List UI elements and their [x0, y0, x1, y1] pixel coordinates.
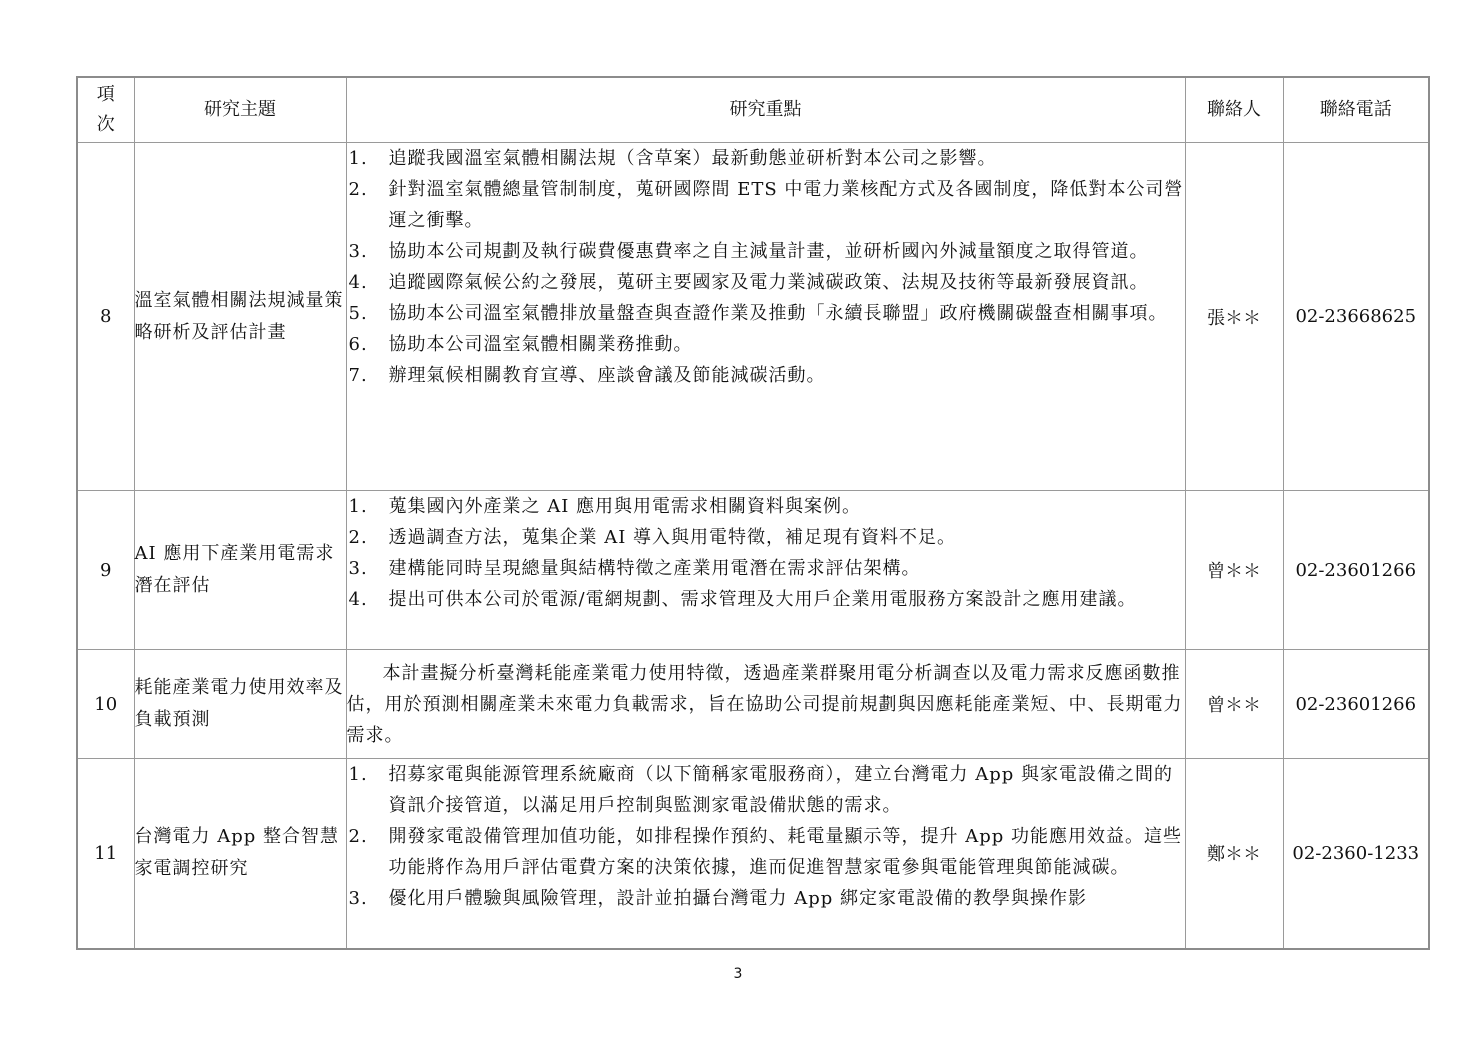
row-topic: 溫室氣體相關法規減量策略研析及評估計畫 [134, 143, 346, 491]
row-number: 11 [77, 759, 134, 949]
row-contact: 曾＊＊ [1185, 650, 1283, 759]
row-contact: 鄭＊＊ [1185, 759, 1283, 949]
list-item: 3. 建構能同時呈現總量與結構特徵之產業用電潛在需求評估架構。 [348, 558, 921, 579]
focus-paragraph: 本計畫擬分析臺灣耗能產業電力使用特徵，透過產業群聚用電分析調查以及電力需求反應函數推估，用於預測相關產業未來電力負載需求，旨在協助公司提前規劃與因應耗能產業短、中、長期電力需求。 [346, 662, 1183, 746]
list-item: 6. 協助本公司溫室氣體相關業務推動。 [348, 334, 693, 355]
list-item: 1. 追蹤我國溫室氣體相關法規（含草案）最新動態並研析對本公司之影響。 [348, 148, 997, 169]
row-focus [346, 143, 1185, 491]
header-item-no [77, 77, 134, 143]
row-topic: 台灣電力 App 整合智慧家電調控研究 [134, 759, 346, 949]
row-phone: 02-23601266 [1283, 491, 1429, 650]
row-contact: 張＊＊ [1185, 143, 1283, 491]
list-item: 3. 優化用戶體驗與風險管理，設計並拍攝台灣電力 App 綁定家電設備的教學與操作影 [348, 888, 1087, 909]
row-number: 9 [77, 491, 134, 650]
row-focus [346, 650, 1185, 759]
header-contact: 聯絡人 [1185, 77, 1283, 143]
header-phone: 聯絡電話 [1283, 77, 1429, 143]
row-topic: 耗能產業電力使用效率及負載預測 [134, 650, 346, 759]
list-item: 5. 協助本公司溫室氣體排放量盤查與查證作業及推動「永續長聯盟」政府機關碳盤查相關事項。 [348, 303, 1168, 324]
focus-list [347, 143, 1185, 391]
row-phone: 02-2360-1233 [1283, 759, 1429, 949]
row-phone: 02-23601266 [1283, 650, 1429, 759]
research-topics-table [76, 76, 1430, 950]
list-item: 1. 招募家電與能源管理系統廠商（以下簡稱家電服務商），建立台灣電力 App 與家電設備之間的資訊介接管道，以滿足用戶控制與監測家電設備狀態的需求。 [348, 764, 1173, 816]
table-row [77, 759, 1429, 949]
focus-list [347, 759, 1185, 914]
list-item: 1. 蒐集國內外產業之 AI 應用與用電需求相關資料與案例。 [348, 496, 862, 517]
header-row [77, 77, 1429, 143]
list-item: 7. 辦理氣候相關教育宣導、座談會議及節能減碳活動。 [348, 365, 826, 386]
row-number: 8 [77, 143, 134, 491]
header-focus: 研究重點 [346, 77, 1185, 143]
list-item: 4. 追蹤國際氣候公約之發展，蒐研主要國家及電力業減碳政策、法規及技術等最新發展資訊。 [348, 272, 1149, 293]
row-phone: 02-23668625 [1283, 143, 1429, 491]
row-topic: AI 應用下產業用電需求潛在評估 [134, 491, 346, 650]
table-row [77, 143, 1429, 491]
row-contact: 曾＊＊ [1185, 491, 1283, 650]
row-focus [346, 491, 1185, 650]
list-item: 3. 協助本公司規劃及執行碳費優惠費率之自主減量計畫，並研析國內外減量額度之取得管道。 [348, 241, 1149, 262]
list-item: 2. 透過調查方法，蒐集企業 AI 導入與用電特徵，補足現有資料不足。 [348, 527, 957, 548]
header-topic: 研究主題 [134, 77, 346, 143]
table-row [77, 650, 1429, 759]
row-focus [346, 759, 1185, 949]
list-item: 2. 針對溫室氣體總量管制制度，蒐研國際間 ETS 中電力業核配方式及各國制度，降低對本公司營運之衝擊。 [348, 179, 1184, 231]
list-item: 4. 提出可供本公司於電源/電網規劃、需求管理及大用戶企業用電服務方案設計之應用建議。 [348, 589, 1137, 610]
page-number: 3 [733, 966, 743, 982]
list-item: 2. 開發家電設備管理加值功能，如排程操作預約、耗電量顯示等，提升 App 功能應用效益。這些功能將作為用戶評估電費方案的決策依據，進而促進智慧家電參與電能管理與節能減碳。 [348, 826, 1182, 878]
header-item-no-label: 項次 [96, 84, 115, 135]
table-row [77, 491, 1429, 650]
focus-list [347, 491, 1185, 615]
row-number: 10 [77, 650, 134, 759]
focus-clip [347, 759, 1185, 945]
